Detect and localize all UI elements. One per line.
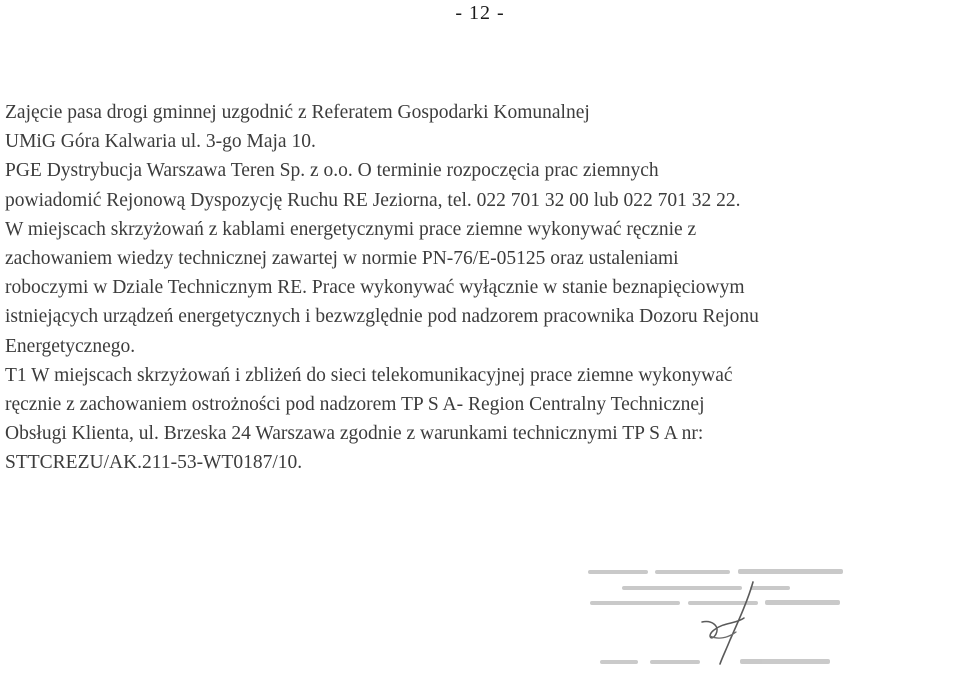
paragraph-line: roboczymi w Dziale Technicznym RE. Prace wykonywać wyłącznie w stanie beznapięciowym	[5, 277, 745, 299]
paragraph-line: PGE Dystrybucja Warszawa Teren Sp. z o.o. O terminie rozpoczęcia prac ziemnych	[5, 160, 659, 182]
document-body	[5, 98, 960, 478]
paragraph-line: Zajęcie pasa drogi gminnej uzgodnić z Referatem Gospodarki Komunalnej	[5, 102, 590, 123]
signature-icon	[560, 560, 880, 690]
paragraph-line: STTCREZU/AK.211-53-WT0187/10.	[5, 452, 303, 474]
paragraph-line: T1 W miejscach skrzyżowań i zbliżeń do sieci telekomunikacyjnej prace ziemne wykonywać	[5, 364, 733, 386]
paragraph-line: UMiG Góra Kalwaria ul. 3-go Maja 10.	[5, 131, 316, 153]
paragraph-line: istniejących urządzeń energetycznych i bezwzględnie pod nadzorem pracownika Dozoru Rejonu	[5, 306, 759, 328]
paragraph-line: Obsługi Klienta, ul. Brzeska 24 Warszawa zgodnie z warunkami technicznymi TP S A nr:	[5, 423, 704, 445]
paragraph-line: W miejscach skrzyżowań z kablami energetycznymi prace ziemne wykonywać ręcznie z	[5, 218, 697, 240]
stamp-and-signature	[560, 560, 880, 690]
page-number: - 12 -	[455, 2, 505, 24]
paragraph-line: powiadomić Rejonową Dyspozycję Ruchu RE Jeziorna, tel. 022 701 32 00 lub 022 701 32 22.	[5, 189, 741, 211]
paragraph-line: Energetycznego.	[5, 335, 136, 357]
paragraph-line: zachowaniem wiedzy technicznej zawartej w normie PN-76/E-05125 oraz ustaleniami	[5, 248, 679, 270]
paragraph-line: ręcznie z zachowaniem ostrożności pod nadzorem TP S A- Region Centralny Technicznej	[5, 394, 705, 416]
